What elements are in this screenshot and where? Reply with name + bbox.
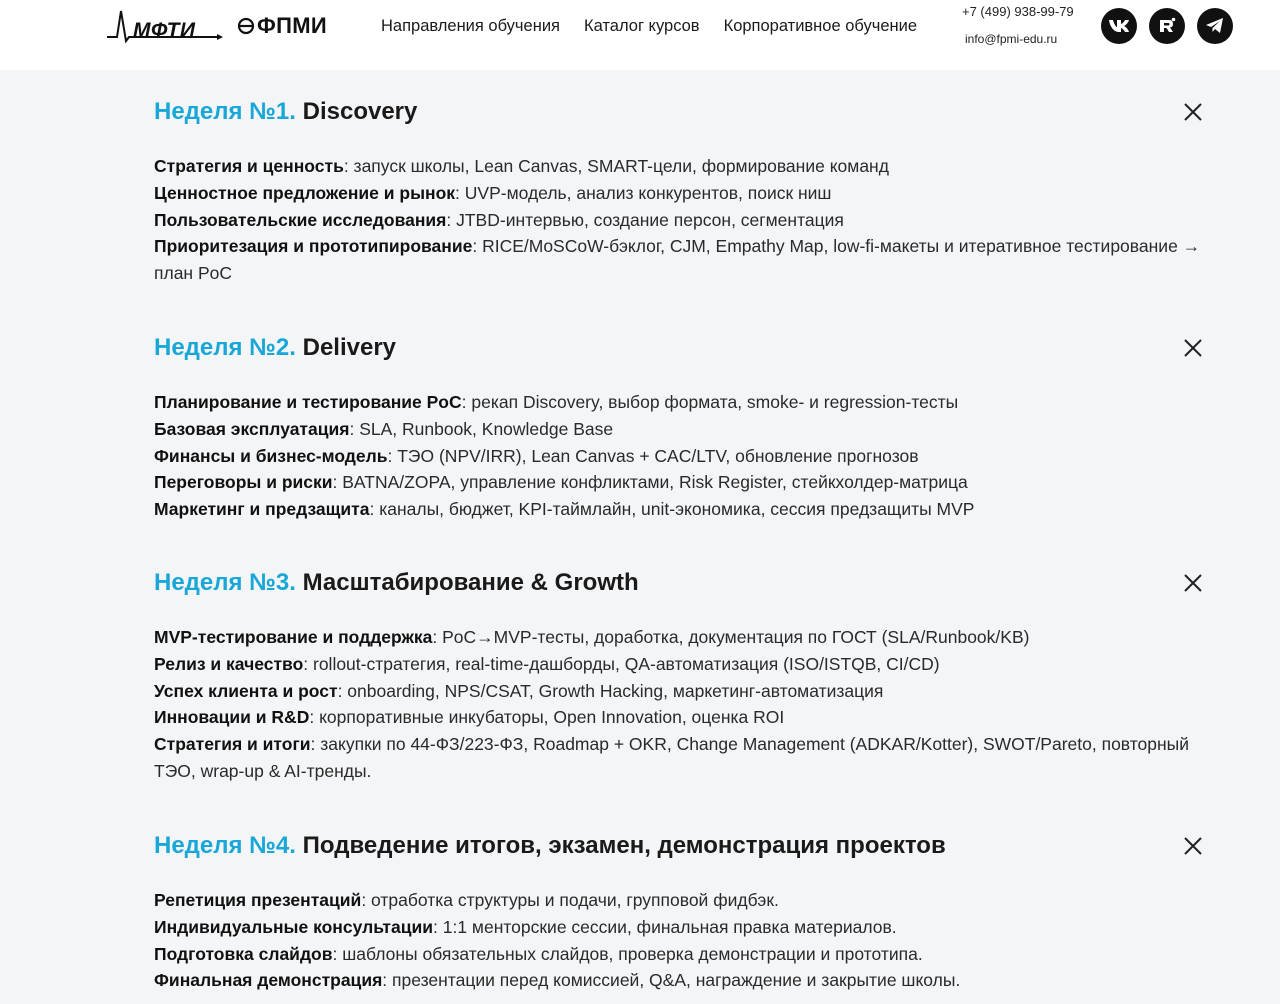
week-4-title[interactable] <box>154 831 1214 861</box>
week-2-items <box>154 389 1214 523</box>
list-item: Ценностное предложение и рынок: UVP-модель, анализ конкурентов, поиск ниш <box>154 182 832 203</box>
close-icon[interactable] <box>1182 101 1204 123</box>
main-nav <box>381 17 917 36</box>
list-item: Подготовка слайдов: шаблоны обязательных слайдов, проверка демонстрации и прототипа. <box>154 943 923 964</box>
social-links <box>1101 8 1233 44</box>
week-1-items <box>154 153 1214 287</box>
nav-item-catalog[interactable]: Каталог курсов <box>583 17 700 35</box>
list-item: MVP-тестирование и поддержка: PoC→MVP-тесты, доработка, документация по ГОСТ (SLA/Runbook/KB) <box>154 627 1030 647</box>
site-header <box>0 0 1280 70</box>
week-3-section <box>154 568 1214 785</box>
close-icon[interactable] <box>1182 835 1204 857</box>
mfti-logo[interactable] <box>107 7 225 45</box>
list-item: Планирование и тестирование PoC: рекап Discovery, выбор формата, smoke- и regression-тесты <box>154 392 959 412</box>
email-link[interactable]: info@fpmi-edu.ru <box>965 32 1058 46</box>
nav-item-directions[interactable]: Направления обучения <box>381 17 560 35</box>
list-item: Успех клиента и рост: onboarding, NPS/CSAT, Growth Hacking, маркетинг-автоматизация <box>154 680 884 701</box>
nav-item-corporate[interactable]: Корпоративное обучение <box>723 17 918 35</box>
list-item: Базовая эксплуатация: SLA, Runbook, Knowledge Base <box>154 418 614 439</box>
week-3-number: Неделя №3. <box>154 569 296 596</box>
list-item: Финансы и бизнес-модель: ТЭО (NPV/IRR), Lean Canvas + CAC/LTV, обновление прогнозов <box>154 445 919 466</box>
week-2-number: Неделя №2. <box>154 334 296 361</box>
list-item: Стратегия и итоги: закупки по 44-ФЗ/223-ФЗ, Roadmap + OKR, Change Management (ADKAR/Kotter), SWOT/Pareto, повторный ТЭО, wrap-up & AI-тренды. <box>154 734 1190 781</box>
mfti-wordmark: МФТИ <box>133 19 196 42</box>
list-item: Пользовательские исследования: JTBD-интервью, создание персон, сегментация <box>154 209 844 230</box>
phone-link[interactable]: +7 (499) 938-99-79 <box>962 4 1074 19</box>
week-3-items <box>154 624 1214 785</box>
week-4-items <box>154 887 1214 994</box>
fpmi-logo[interactable] <box>237 13 327 39</box>
fpmi-mark-icon <box>237 17 255 35</box>
fpmi-wordmark: ФПМИ <box>257 13 327 38</box>
list-item: Маркетинг и предзащита: каналы, бюджет, KPI-таймлайн, unit-экономика, сессия предзащиты MVP <box>154 499 975 520</box>
week-1-section <box>154 97 1214 287</box>
week-1-name: Discovery <box>302 98 418 125</box>
list-item: Репетиция презентаций: отработка структуры и подачи, групповой фидбэк. <box>154 890 779 910</box>
week-2-name: Delivery <box>302 334 397 361</box>
week-1-number: Неделя №1. <box>154 98 296 125</box>
list-item: Переговоры и риски: BATNA/ZOPA, управление конфликтами, Risk Register, стейкхолдер-матрица <box>154 472 968 493</box>
week-3-name: Масштабирование & Growth <box>302 569 639 596</box>
week-4-number: Неделя №4. <box>154 832 296 859</box>
week-3-title[interactable] <box>154 568 1214 598</box>
vk-icon[interactable] <box>1101 8 1137 44</box>
rutube-icon[interactable] <box>1149 8 1185 44</box>
telegram-icon[interactable] <box>1197 8 1233 44</box>
week-4-name: Подведение итогов, экзамен, демонстрация проектов <box>302 832 946 859</box>
list-item: Приоритезация и прототипирование: RICE/MoSCoW-бэклог, CJM, Empathy Map, low-fi-макеты и итеративное тестирование → план PoC <box>154 236 1201 284</box>
list-item: Стратегия и ценность: запуск школы, Lean Canvas, SMART-цели, формирование команд <box>154 156 889 176</box>
close-icon[interactable] <box>1182 337 1204 359</box>
close-icon[interactable] <box>1182 572 1204 594</box>
week-1-title[interactable] <box>154 97 1214 127</box>
week-2-section <box>154 333 1214 523</box>
week-4-section <box>154 831 1214 994</box>
list-item: Индивидуальные консультации: 1:1 менторские сессии, финальная правка материалов. <box>154 916 897 937</box>
week-2-title[interactable] <box>154 333 1214 363</box>
list-item: Релиз и качество: rollout-стратегия, real-time-дашборды, QA-автоматизация (ISO/ISTQB, CI/CD) <box>154 653 940 674</box>
contacts <box>962 4 1082 46</box>
list-item: Инновации и R&D: корпоративные инкубаторы, Open Innovation, оценка ROI <box>154 707 785 728</box>
list-item: Финальная демонстрация: презентации перед комиссией, Q&A, награждение и закрытие школы. <box>154 970 961 991</box>
